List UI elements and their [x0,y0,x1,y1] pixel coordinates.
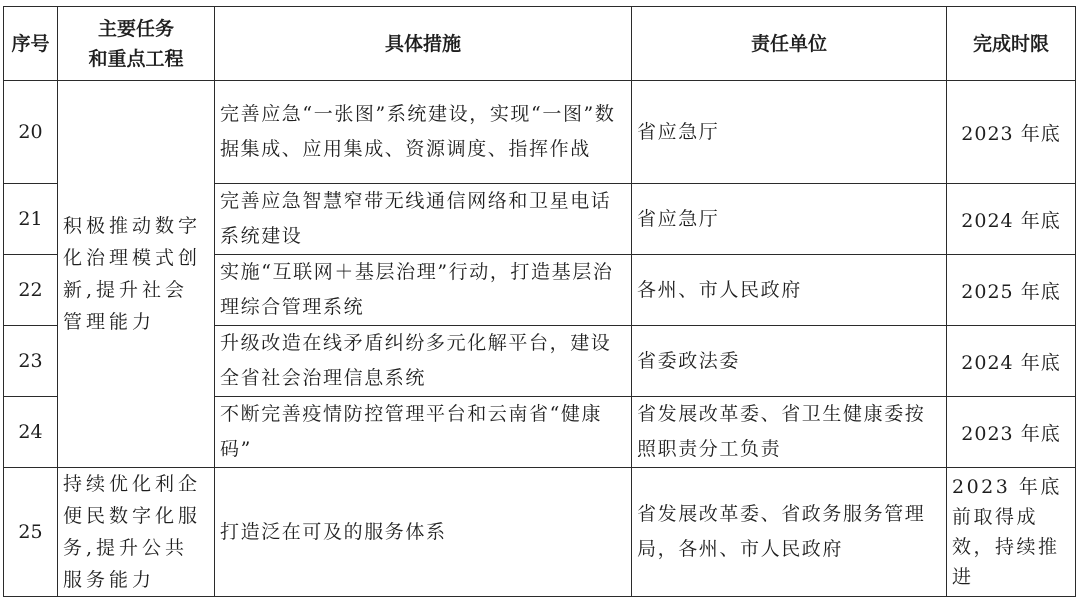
deadline-cell: 2023 年底前取得成效，持续推进 [947,468,1076,597]
measure-cell: 完善应急智慧窄带无线通信网络和卫星电话系统建设 [215,184,632,255]
task-group-cell: 持续优化利企便民数字化服务,提升公共服务能力 [58,468,215,597]
deadline-cell: 2025 年底 [947,255,1076,326]
unit-cell: 省应急厅 [632,81,947,184]
measure-cell: 实施“互联网＋基层治理”行动，打造基层治理综合管理系统 [215,255,632,326]
header-unit: 责任单位 [632,7,947,81]
row-number: 22 [4,255,58,326]
deadline-cell: 2023 年底 [947,397,1076,468]
unit-cell: 省应急厅 [632,184,947,255]
unit-cell: 省发展改革委、省卫生健康委按照职责分工负责 [632,397,947,468]
deadline-cell: 2023 年底 [947,81,1076,184]
table-row [4,81,1076,184]
row-number: 20 [4,81,58,184]
header-task: 主要任务 和重点工程 [58,7,215,81]
row-number: 21 [4,184,58,255]
header-row [4,7,1076,81]
header-measure: 具体措施 [215,7,632,81]
row-number: 25 [4,468,58,597]
row-number: 23 [4,326,58,397]
measure-cell: 不断完善疫情防控管理平台和云南省“健康码” [215,397,632,468]
deadline-cell: 2024 年底 [947,326,1076,397]
measure-cell: 升级改造在线矛盾纠纷多元化解平台，建设全省社会治理信息系统 [215,326,632,397]
measure-cell: 打造泛在可及的服务体系 [215,468,632,597]
measure-cell: 完善应急“一张图”系统建设，实现“一图”数据集成、应用集成、资源调度、指挥作战 [215,81,632,184]
unit-cell: 省委政法委 [632,326,947,397]
row-number: 24 [4,397,58,468]
header-deadline: 完成时限 [947,7,1076,81]
deadline-cell: 2024 年底 [947,184,1076,255]
unit-cell: 省发展改革委、省政务服务管理局，各州、市人民政府 [632,468,947,597]
table-row [4,468,1076,597]
header-no: 序号 [4,7,58,81]
unit-cell: 各州、市人民政府 [632,255,947,326]
task-group-cell: 积极推动数字化治理模式创新,提升社会管理能力 [58,81,215,468]
task-table [3,6,1076,597]
